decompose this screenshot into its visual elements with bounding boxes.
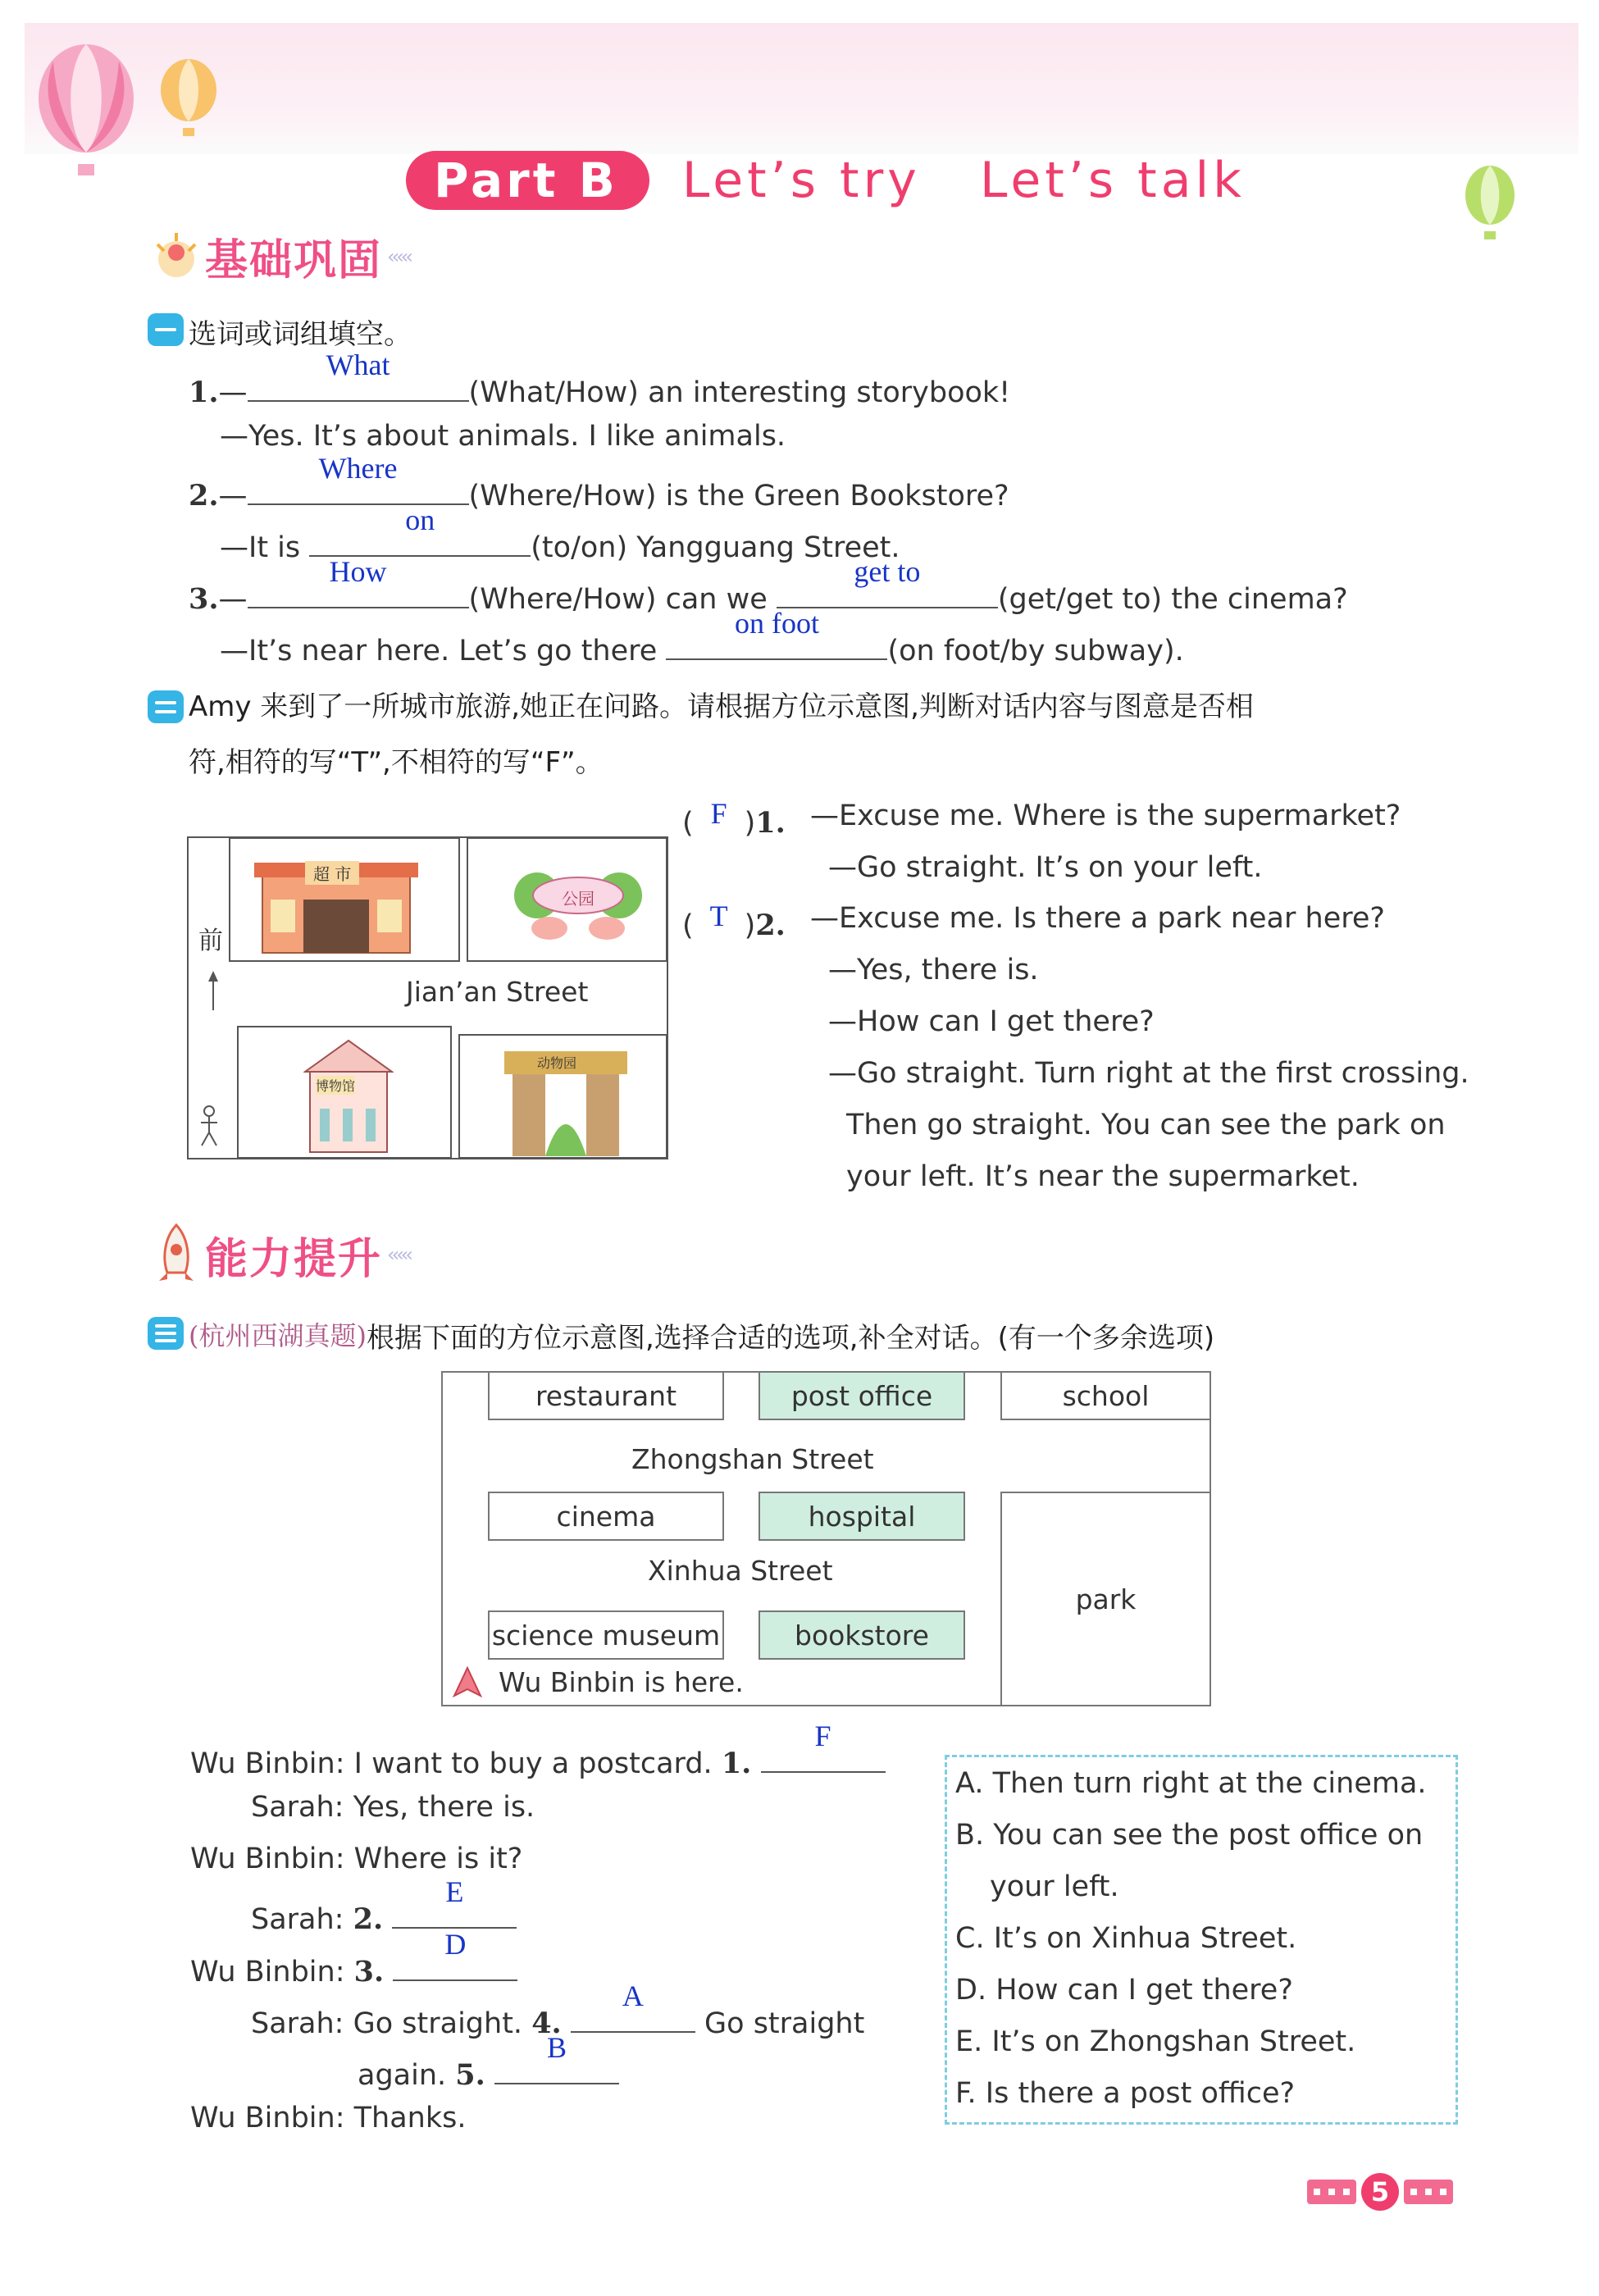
q2-instruction: Amy 来到了一所城市旅游,她正在问路。请根据方位示意图,判断对话内容与图意是否相 符,相符的写“T”,不相符的写“F”。 xyxy=(148,689,1460,790)
q2-item2: ( T )2. xyxy=(682,900,786,942)
dialogue-line-8: Wu Binbin: Thanks. xyxy=(190,2102,467,2134)
section-basic-title: 基础巩固 xyxy=(205,236,383,285)
q1-item3: 3.— How (Where/How) can we get to (get/get to) the cinema? xyxy=(189,555,1348,616)
dialogue-line: —Go straight. Turn right at the first crossing. xyxy=(828,1057,1469,1090)
zhongshan-street-label: Zhongshan Street xyxy=(631,1443,874,1475)
section-advanced-head xyxy=(148,1222,410,1287)
q1-item2: 2.— Where (Where/How) is the Green Bookstore? xyxy=(189,452,1009,512)
park-sign: 公园 xyxy=(562,889,594,909)
decor-left-icon xyxy=(1307,2180,1356,2204)
dialogue-line-6: Sarah: Go straight. 4. A Go straight xyxy=(251,1979,865,2040)
dialogue-line-4: Sarah: 2. E xyxy=(251,1894,517,1936)
answer-blank[interactable]: get to xyxy=(777,574,998,608)
q1-item1: 1.— What (What/How) an interesting storybook! xyxy=(189,348,1011,409)
q2-item1: ( F )1. xyxy=(682,797,786,840)
decor-right-icon xyxy=(1404,2180,1453,2204)
post-office-box: post office xyxy=(758,1373,965,1420)
dialogue-line: your left. It’s near the supermarket. xyxy=(846,1160,1360,1193)
science-museum-box: science museum xyxy=(488,1610,724,1660)
answer-blank[interactable]: B xyxy=(494,2050,619,2084)
person-icon xyxy=(197,1105,221,1150)
lesson-title-text: Let’s try Let’s talk xyxy=(681,152,1246,209)
part-label: Part B xyxy=(406,151,649,210)
option-d: D. How can I get there? xyxy=(955,1974,1293,2007)
xinhua-street-label: Xinhua Street xyxy=(648,1555,833,1587)
front-label: 前 xyxy=(198,927,223,955)
dialogue-line-2: Sarah: Yes, there is. xyxy=(251,1791,535,1824)
answer-blank[interactable]: on foot xyxy=(666,626,887,660)
location-arrow-icon xyxy=(453,1666,482,1699)
lesson-title xyxy=(406,148,1246,213)
number-three-badge-icon xyxy=(148,1317,184,1350)
number-one-badge-icon xyxy=(148,313,184,346)
option-c: C. It’s on Xinhua Street. xyxy=(955,1922,1297,1955)
number-two-badge-icon xyxy=(148,690,184,723)
option-b-cont: your left. xyxy=(990,1870,1119,1903)
q1-item3-reply: —It’s near here. Let’s go there on foot (on foot/by subway). xyxy=(220,607,1184,667)
answer-blank[interactable]: D xyxy=(393,1947,517,1981)
answer-blank[interactable]: E xyxy=(392,1894,517,1929)
hospital-box: hospital xyxy=(758,1492,965,1541)
q1-item1-reply: —Yes. It’s about animals. I like animals. xyxy=(220,420,786,453)
answer-blank[interactable]: A xyxy=(571,1998,695,2033)
restaurant-box: restaurant xyxy=(488,1373,724,1420)
answer-blank[interactable]: F xyxy=(761,1738,886,1773)
q3-instruction: (杭州西湖真题) 根据下面的方位示意图,选择合适的选项,补全对话。(有一个多余选项) xyxy=(148,1315,1214,1355)
option-f: F. Is there a post office? xyxy=(955,2077,1296,2110)
section-advanced-title: 能力提升 xyxy=(205,1234,383,1284)
page-number-badge xyxy=(1302,2173,1458,2211)
dialogue-line-1: Wu Binbin: I want to buy a postcard. 1. F xyxy=(190,1738,886,1780)
school-box: school xyxy=(1000,1373,1210,1420)
option-a: A. Then turn right at the cinema. xyxy=(955,1767,1427,1800)
zoo-sign: 动物园 xyxy=(537,1055,577,1071)
dialogue-line: —How can I get there? xyxy=(828,1005,1155,1038)
dialogue-line: —Excuse me. Where is the supermarket? xyxy=(810,800,1401,832)
rocket-icon xyxy=(148,1222,205,1287)
hot-air-balloon-icon xyxy=(33,41,139,180)
dialogue-line: —Go straight. It’s on your left. xyxy=(828,851,1263,884)
dialogue-line-5: Wu Binbin: 3. D xyxy=(190,1947,517,1988)
cinema-box: cinema xyxy=(488,1492,724,1541)
hot-air-balloon-icon xyxy=(156,57,221,139)
tf-answer[interactable]: F xyxy=(710,797,727,830)
supermarket-sign: 超 市 xyxy=(305,861,359,885)
hot-air-balloon-icon xyxy=(1461,164,1519,246)
dialogue-line-7: again. 5. B xyxy=(358,2050,619,2092)
dialogue-line: Then go straight. You can see the park on xyxy=(846,1109,1446,1141)
answer-blank[interactable]: How xyxy=(248,574,469,608)
direction-map-1 xyxy=(187,836,668,1159)
museum-sign: 博物馆 xyxy=(316,1076,355,1095)
answer-blank[interactable]: Where xyxy=(248,471,469,505)
dialogue-line: —Excuse me. Is there a park near here? xyxy=(810,902,1385,935)
museum-building-icon xyxy=(303,1039,394,1154)
bookstore-box: bookstore xyxy=(758,1610,965,1660)
tf-answer[interactable]: T xyxy=(709,900,728,932)
chevron-icon: ‹‹‹‹‹ xyxy=(387,244,411,268)
mascot-icon xyxy=(148,228,205,285)
you-are-here-label: Wu Binbin is here. xyxy=(499,1666,744,1698)
section-basic-head xyxy=(148,226,410,287)
answer-blank[interactable]: What xyxy=(248,367,469,402)
q1-instruction: 选词或词组填空。 xyxy=(148,312,412,352)
chevron-icon: ‹‹‹‹‹ xyxy=(387,1243,411,1266)
street-label: Jian’an Street xyxy=(406,976,589,1008)
option-e: E. It’s on Zhongshan Street. xyxy=(955,2025,1356,2058)
q1-item2-reply: —It is on (to/on) Yangguang Street. xyxy=(220,503,900,564)
options-box xyxy=(945,1755,1458,2125)
dialogue-line: —Yes, there is. xyxy=(828,954,1039,986)
direction-map-2 xyxy=(441,1371,1211,1706)
page-number: 5 xyxy=(1361,2173,1399,2211)
option-b: B. You can see the post office on xyxy=(955,1819,1424,1852)
dialogue-line-3: Wu Binbin: Where is it? xyxy=(190,1843,523,1875)
answer-blank[interactable]: on xyxy=(309,522,531,557)
park-box: park xyxy=(1000,1492,1210,1705)
